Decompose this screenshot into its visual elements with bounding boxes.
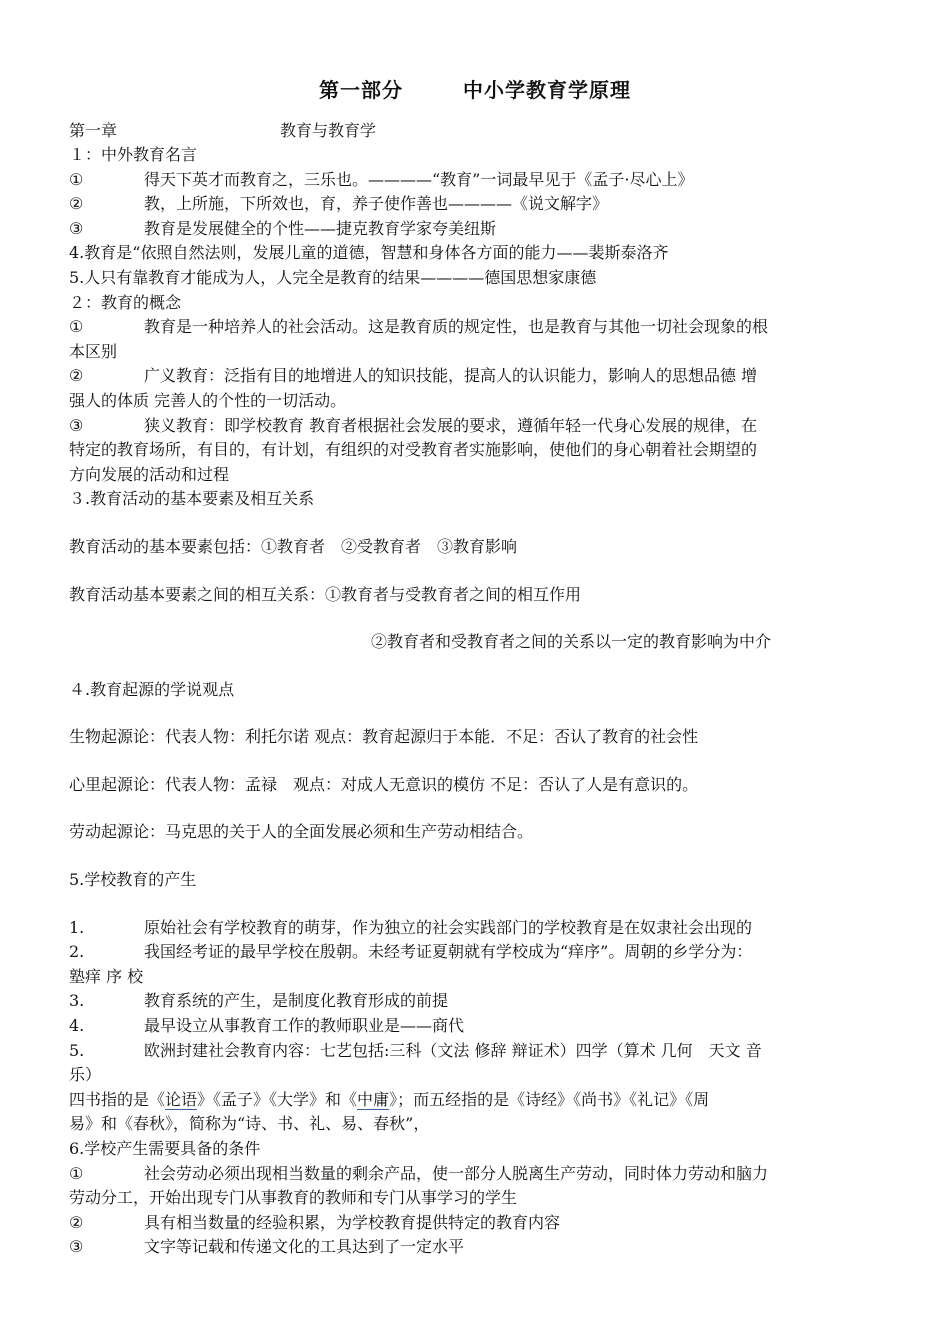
item-continuation: 方向发展的活动和过程 (69, 464, 230, 484)
item-continuation: 劳动分工，开始出现专门从事教育的教师和专门从事学习的学生 (69, 1188, 518, 1208)
item-marker: ③ (69, 218, 84, 238)
list-item (69, 989, 884, 1014)
book-zhongyong: 中庸 (357, 1089, 390, 1109)
four-books-line (69, 1088, 884, 1113)
chapter-label: 第一章 (69, 121, 118, 140)
item-text: 社会劳动必须出现相当数量的剩余产品，使一部分人脱离生产劳动，同时体力劳动和脑力 (144, 1163, 769, 1183)
item-continuation: 易》和《春秋》，简称为“诗、书、礼、易、春秋”， (69, 1114, 430, 1134)
item-continuation: 塾痒 序 校 (69, 966, 144, 986)
origin-labor: 劳动起源论：马克思的关于人的全面发展必须和生产劳动相结合。 (69, 822, 534, 842)
origin-biological: 生物起源论：代表人物：利托尔诺 观点：教育起源归于本能．不足：否认了教育的社会性 (69, 727, 699, 747)
list-item (69, 364, 884, 389)
item-text: 具有相当数量的经验积累，为学校教育提供特定的教育内容 (144, 1212, 561, 1232)
chapter-heading (69, 118, 377, 141)
item-marker: 1. (69, 917, 85, 937)
item-continuation: 本区别 (69, 341, 118, 361)
section-5-heading: 5.学校教育的产生 (69, 870, 197, 890)
list-item (69, 1014, 884, 1039)
item-marker: 2. (69, 942, 85, 962)
item-marker: ② (69, 194, 84, 214)
item-continuation: 乐） (69, 1065, 102, 1085)
item-marker: ② (69, 366, 84, 386)
list-item (69, 1235, 884, 1260)
quote-pestalozzi: 4.教育是“依照自然法则，发展儿童的道德，智慧和身体各方面的能力——裴斯泰洛齐 (69, 243, 669, 263)
list-item (69, 414, 884, 439)
section-6-heading: 6.学校产生需要具备的条件 (69, 1139, 261, 1158)
title-name: 中小学教育学原理 (463, 78, 631, 102)
item-marker: ③ (69, 415, 84, 435)
list-item (69, 168, 884, 193)
item-text: 我国经考证的最早学校在殷朝。未经考证夏朝就有学校成为“痒序”。周朝的乡学分为： (144, 942, 753, 962)
list-item (69, 940, 884, 965)
item-text: 文字等记载和传递文化的工具达到了一定水平 (144, 1237, 465, 1257)
text-run: 》《孟子》《大学》和《 (197, 1089, 358, 1109)
item-marker: 3. (69, 991, 85, 1011)
document-body (69, 143, 884, 1260)
basic-elements: 教育活动的基本要素包括：①教育者 ②受教育者 ③教育影响 (69, 536, 518, 556)
list-item (69, 192, 884, 217)
title-part: 第一部分 (319, 78, 403, 102)
list-item (69, 916, 884, 941)
item-text: 广义教育：泛指有目的地增进人的知识技能，提高人的认识能力，影响人的思想品德 增 (144, 366, 758, 386)
section-1-heading: １：中外教育名言 (69, 145, 198, 164)
item-marker: ② (69, 1212, 84, 1232)
list-item (69, 1039, 884, 1064)
list-item (69, 1211, 884, 1236)
item-text: 教，上所施，下所效也，育，养子使作善也————《说文解字》 (144, 194, 609, 214)
item-text: 最早设立从事教育工作的教师职业是——商代 (144, 1016, 465, 1036)
quote-kant: 5.人只有靠教育才能成为人，人完全是教育的结果————德国思想家康德 (69, 267, 597, 287)
item-continuation: 强人的体质 完善人的个性的一切活动。 (69, 390, 347, 410)
section-4-heading: ４.教育起源的学说观点 (69, 679, 235, 699)
list-item (69, 217, 884, 242)
item-marker: ① (69, 317, 84, 337)
item-text: 得天下英才而教育之，三乐也。————“教育”一词最早见于《孟子·尽心上》 (144, 169, 694, 189)
section-2-heading: ２：教育的概念 (69, 292, 182, 312)
item-text: 教育系统的产生，是制度化教育形成的前提 (144, 991, 449, 1011)
page-title (0, 74, 950, 103)
item-marker: 4. (69, 1016, 85, 1036)
item-text: 教育是发展健全的个性——捷克教育学家夸美纽斯 (144, 218, 497, 238)
item-text: 教育是一种培养人的社会活动。这是教育质的规定性，也是教育与其他一切社会现象的根 (144, 317, 769, 337)
list-item (69, 1162, 884, 1187)
book-lunyu: 论语 (165, 1089, 198, 1109)
text-run: 》；而五经指的是《诗经》《尚书》《礼记》《周 (389, 1089, 710, 1109)
origin-psychological: 心里起源论：代表人物：孟禄 观点：对成人无意识的模仿 不足：否认了人是有意识的。 (69, 774, 699, 794)
section-3-heading: ３.教育活动的基本要素及相互关系 (69, 489, 315, 509)
item-marker: ③ (69, 1237, 84, 1257)
text-run: 四书指的是《 (69, 1089, 166, 1109)
list-item (69, 315, 884, 340)
item-marker: ① (69, 169, 84, 189)
item-marker: ① (69, 1163, 84, 1183)
item-text: 狭义教育：即学校教育 教育者根据社会发展的要求，遵循年轻一代身心发展的规律，在 (144, 415, 758, 435)
elements-relation-2: ②教育者和受教育者之间的关系以一定的教育影响为中介 (371, 632, 772, 652)
item-marker: 5. (69, 1040, 85, 1060)
item-continuation: 特定的教育场所，有目的，有计划，有组织的对受教育者实施影响，使他们的身心朝着社会期望的 (69, 440, 758, 460)
elements-relation-1: 教育活动基本要素之间的相互关系：①教育者与受教育者之间的相互作用 (69, 584, 582, 604)
item-text: 原始社会有学校教育的萌芽，作为独立的社会实践部门的学校教育是在奴隶社会出现的 (144, 917, 753, 937)
chapter-title: 教育与教育学 (280, 121, 377, 140)
item-text: 欧洲封建社会教育内容：七艺包括:三科（文法 修辞 辩证术）四学（算术 几何 天文 音 (144, 1040, 762, 1060)
